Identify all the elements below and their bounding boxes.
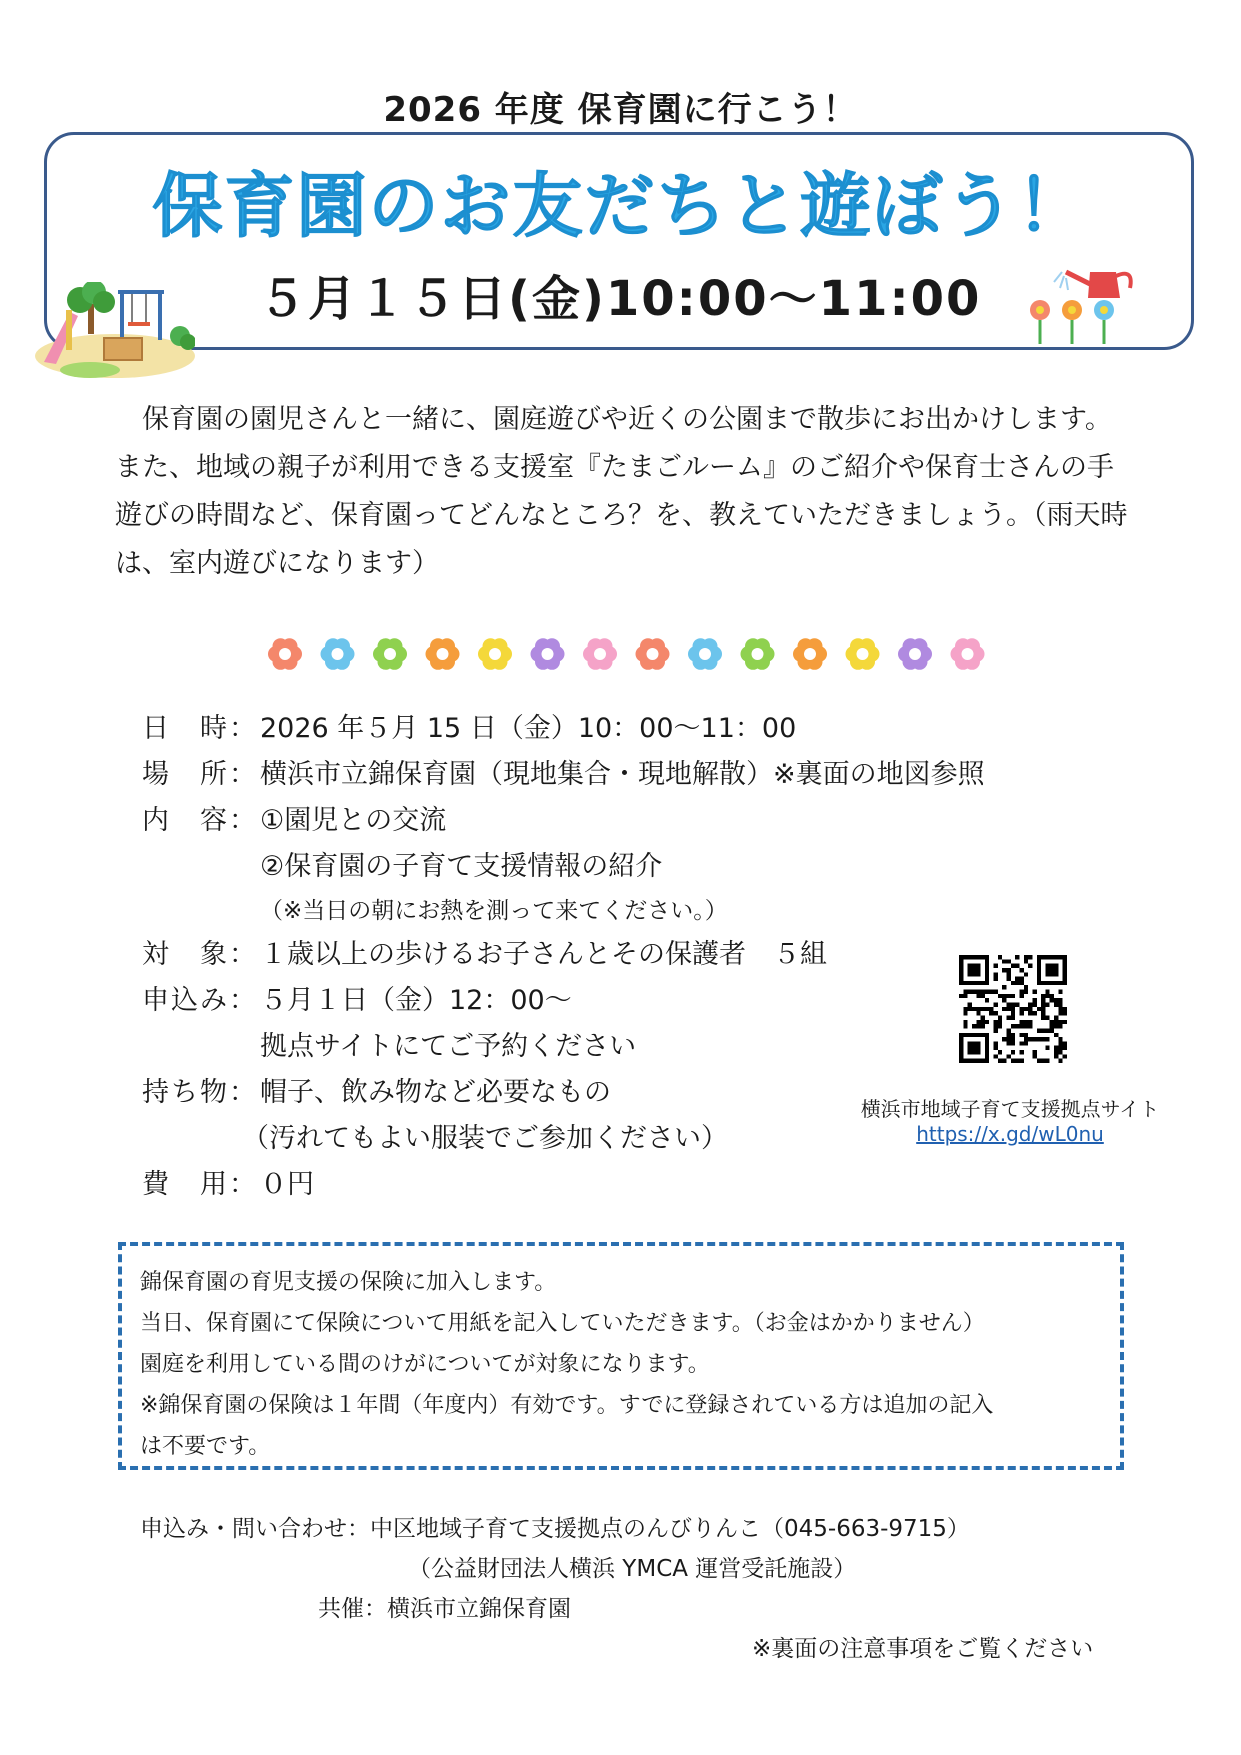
- event-date-heading: ５月１５日(金)10:00～11:00: [258, 271, 982, 327]
- flower-icon: [583, 638, 617, 670]
- qr-code[interactable]: [959, 954, 1067, 1064]
- detail-row-content-note: [142, 890, 985, 932]
- apply-label: 申込み：: [142, 985, 258, 1016]
- qr-site-link[interactable]: https://x.gd/wL0nu: [916, 1122, 1104, 1146]
- notice-line: 当日、保育園にて保険について用紙を記入していただきます。（お金はかかりません）: [140, 1311, 985, 1336]
- flower-icon: [898, 638, 932, 670]
- notice-line: 錦保育園の育児支援の保険に加入します。: [140, 1270, 557, 1295]
- flower-icon: [688, 638, 722, 670]
- qr-site-label: 横浜市地域子育て支援拠点サイト: [860, 1097, 1160, 1121]
- main-title: 保育園のお友だちと遊ぼう！: [152, 165, 1089, 247]
- detail-row-date: [142, 706, 985, 752]
- back-page-note: ※裏面の注意事項をご覧ください: [752, 1636, 1094, 1662]
- flower-decoration-row: [265, 630, 1005, 678]
- flower-icon: [951, 638, 985, 670]
- fee-value: ０円: [260, 1169, 314, 1200]
- date-label: 日 時：: [142, 713, 258, 744]
- flower-icon: [478, 638, 512, 670]
- content-label: 内 容：: [142, 805, 258, 836]
- bring-value-2: （汚れてもよい服装でご参加ください）: [242, 1123, 728, 1154]
- content-note: （※当日の朝にお熱を測って来てください。）: [260, 898, 728, 924]
- target-label: 対 象：: [142, 939, 258, 970]
- flower-icon: [426, 638, 460, 670]
- insurance-notice-text: [140, 1262, 993, 1467]
- flower-icon: [373, 638, 407, 670]
- flower-icon: [636, 638, 670, 670]
- target-value: １歳以上の歩けるお子さんとその保護者 ５組: [260, 939, 827, 970]
- flower-icon: [793, 638, 827, 670]
- bring-label: 持ち物：: [142, 1077, 258, 1108]
- watering-can-flowers-illustration: [1030, 258, 1160, 354]
- intro-paragraph: [115, 396, 1135, 588]
- date-value: 2026 年５月 15 日（金）10：00～11：00: [260, 713, 797, 744]
- flower-icon: [268, 638, 302, 670]
- playground-illustration: [30, 282, 195, 382]
- content-item-2: ②保育園の子育て支援情報の紹介: [260, 851, 663, 882]
- content-item-1: ①園児との交流: [260, 805, 447, 836]
- place-value: 横浜市立錦保育園（現地集合・現地解散）※裏面の地図参照: [260, 759, 985, 790]
- place-label: 場 所：: [142, 759, 258, 790]
- detail-row-content: [142, 798, 985, 844]
- operator-info: （公益財団法人横浜 YMCA 運営受託施設）: [408, 1556, 857, 1582]
- flower-icon: [741, 638, 775, 670]
- detail-row-apply-2: [142, 1024, 985, 1070]
- notice-line: 園庭を利用している間のけがについてが対象になります。: [140, 1352, 710, 1377]
- flower-icon: [531, 638, 565, 670]
- bring-value: 帽子、飲み物など必要なもの: [260, 1077, 611, 1108]
- contact-info: 申込み・問い合わせ：中区地域子育て支援拠点のんびりんこ（045-663-9715）: [140, 1516, 970, 1542]
- event-series-subtitle: 2026 年度 保育園に行こう！: [383, 90, 858, 130]
- notice-line: は不要です。: [140, 1434, 271, 1459]
- flower-icon: [321, 638, 355, 670]
- detail-row-apply: [142, 978, 985, 1024]
- cosponsor-info: 共催：横浜市立錦保育園: [318, 1596, 571, 1622]
- flower-icon: [846, 638, 880, 670]
- notice-line: ※錦保育園の保険は１年間（年度内）有効です。すでに登録されている方は追加の記入: [140, 1393, 994, 1418]
- detail-row-target: [142, 932, 985, 978]
- fee-label: 費 用：: [142, 1169, 258, 1200]
- apply-value: ５月１日（金）12：00～: [260, 985, 572, 1016]
- apply-value-2: 拠点サイトにてご予約ください: [260, 1031, 637, 1062]
- detail-row-place: [142, 752, 985, 798]
- detail-row-content-2: [142, 844, 985, 890]
- detail-row-fee: [142, 1162, 985, 1208]
- intro-text: 保育園の園児さんと一緒に、園庭遊びや近くの公園まで散歩にお出かけします。また、地域の親子が利用できる支援室『たまごルーム』のご紹介や保育士さんの手遊びの時間など、保育園ってどんなところ？を、教えていただきましょう。（雨天時は、室内遊びになります）: [115, 404, 1128, 579]
